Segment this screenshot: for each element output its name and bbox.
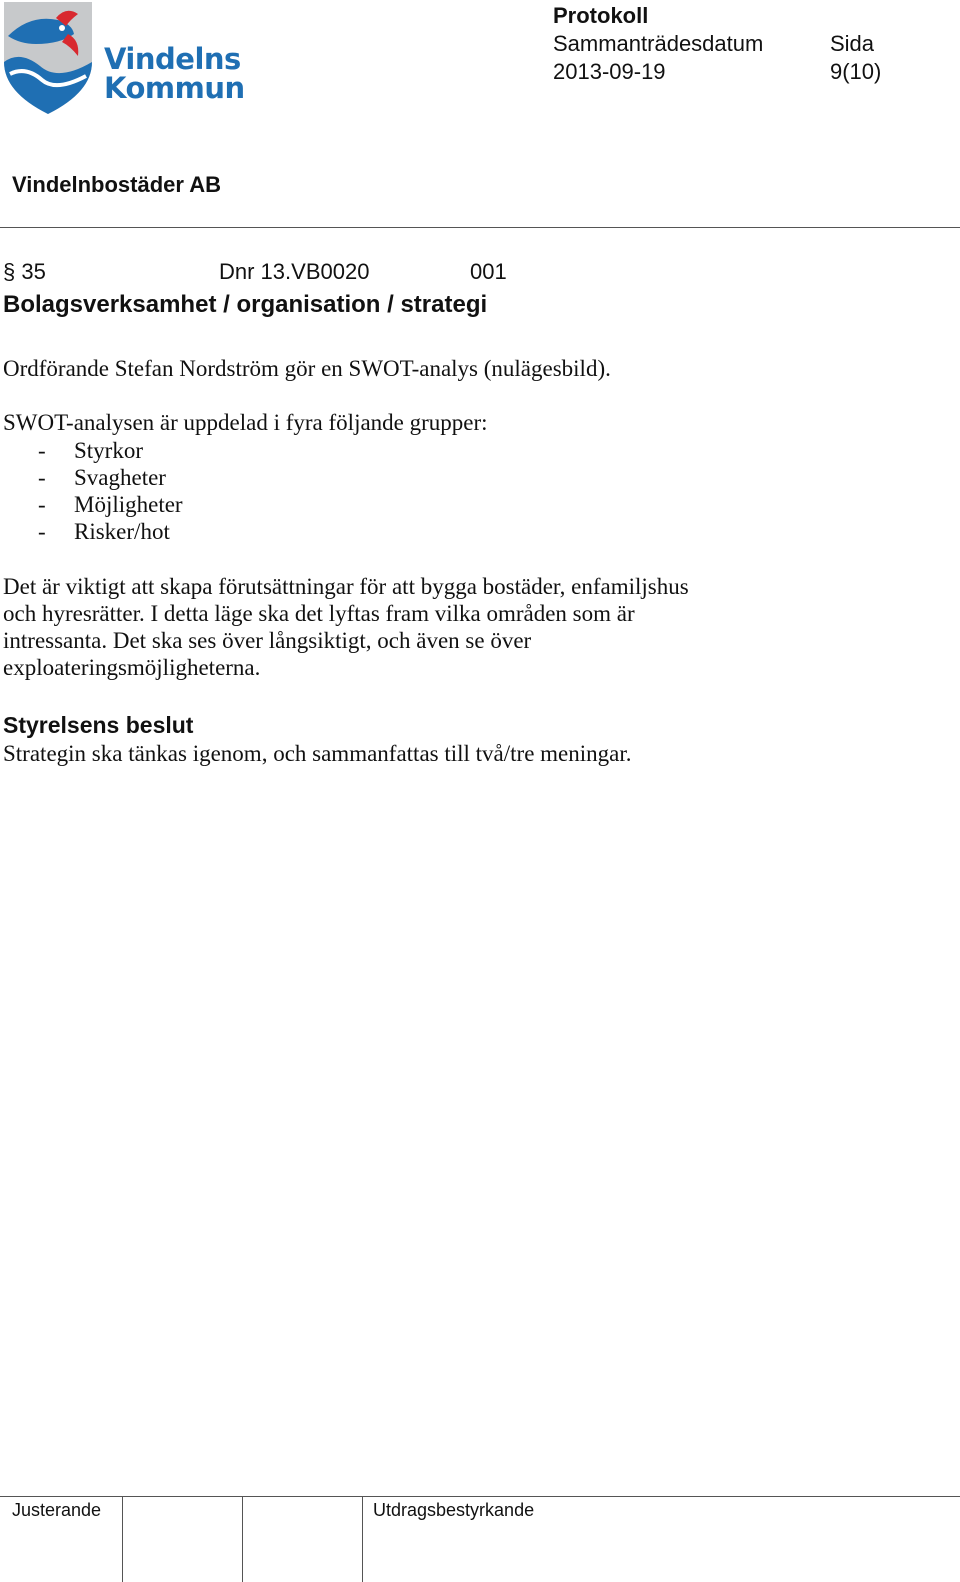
importance-line-1: Det är viktigt att skapa förutsättningar för att bygga bostäder, enfamiljshus xyxy=(3,574,689,599)
decision-heading: Styrelsens beslut xyxy=(3,712,194,738)
footer-separator xyxy=(122,1496,123,1582)
swot-item-opportunities: Möjligheter xyxy=(74,492,183,517)
list-dash: - xyxy=(38,438,46,463)
footer-utdragsbestyrkande: Utdragsbestyrkande xyxy=(373,1500,535,1520)
municipality-logo xyxy=(0,0,250,118)
importance-line-2: och hyresrätter. I detta läge ska det lyftas fram vilka områden som är xyxy=(3,601,635,626)
importance-line-4: exploateringsmöjligheterna. xyxy=(3,655,261,680)
swot-item-threats: Risker/hot xyxy=(74,519,170,544)
paragraph-number: § 35 xyxy=(3,259,46,284)
section-title: Bolagsverksamhet / organisation / strategi xyxy=(3,291,488,318)
footer-separator xyxy=(362,1496,363,1582)
logo-text-line2: Kommun xyxy=(104,71,245,105)
swot-item-strengths: Styrkor xyxy=(74,438,143,463)
decision-text: Strategin ska tänkas igenom, och sammanfattas till två/tre meningar. xyxy=(3,741,632,766)
footer-separator xyxy=(242,1496,243,1582)
page-label: Sida xyxy=(830,31,875,56)
importance-line-3: intressanta. Det ska ses över långsiktigt, och även se över xyxy=(3,628,532,653)
footer-justerande: Justerande xyxy=(12,1500,102,1520)
list-item xyxy=(38,437,143,464)
logo-text-line1: Vindelns xyxy=(104,42,241,76)
fish-shield-logo-icon xyxy=(0,0,100,118)
list-item xyxy=(38,491,183,518)
swot-item-weaknesses: Svagheter xyxy=(74,465,166,490)
case-code: 001 xyxy=(470,259,507,284)
footer-divider xyxy=(0,1496,960,1497)
list-item xyxy=(38,518,170,545)
dnr-number: Dnr 13.VB0020 xyxy=(219,259,370,284)
list-dash: - xyxy=(38,492,46,517)
list-dash: - xyxy=(38,465,46,490)
meeting-date-label: Sammanträdesdatum xyxy=(553,31,764,56)
list-dash: - xyxy=(38,519,46,544)
intro-text: Ordförande Stefan Nordström gör en SWOT-analys (nulägesbild). xyxy=(3,356,611,381)
company-name: Vindelnbostäder AB xyxy=(12,172,222,197)
swot-intro: SWOT-analysen är uppdelad i fyra följande grupper: xyxy=(3,410,488,435)
document-type: Protokoll xyxy=(553,3,649,28)
page-number: 9(10) xyxy=(830,59,882,84)
list-item xyxy=(38,464,166,491)
meeting-date-value: 2013-09-19 xyxy=(553,59,666,84)
header-divider xyxy=(0,227,960,228)
